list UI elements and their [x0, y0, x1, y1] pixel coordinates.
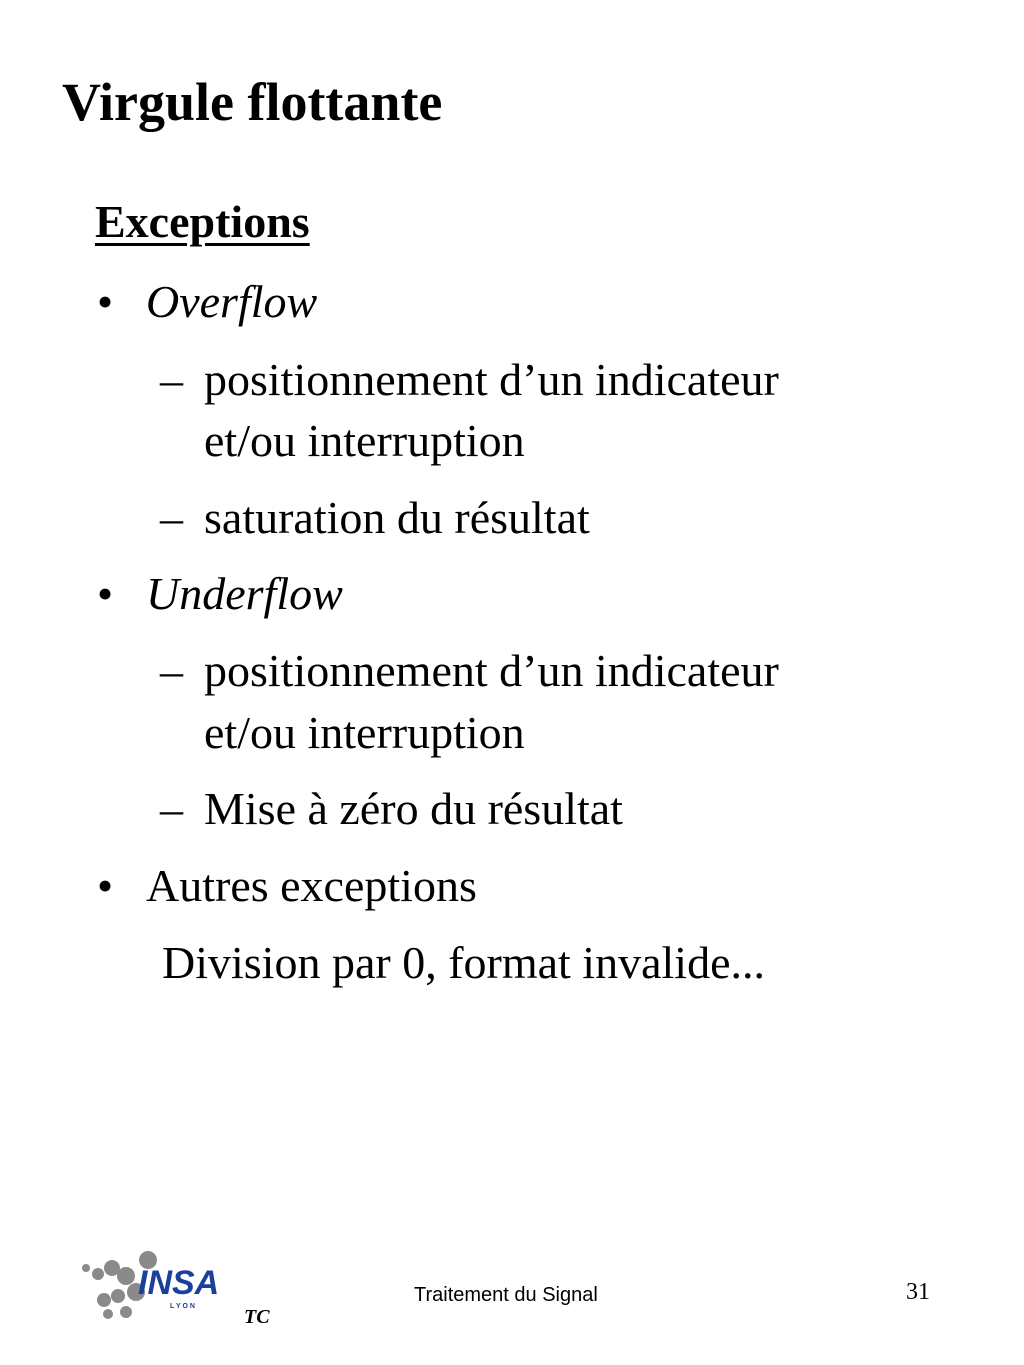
logo-tc-label: TC: [244, 1306, 270, 1328]
logo-insa-text: INSA: [138, 1264, 220, 1302]
dash-glyph: –: [160, 492, 183, 543]
bullet-glyph: •: [97, 568, 114, 619]
bullet-glyph: •: [97, 860, 114, 911]
bullet-overflow: Overflow: [146, 276, 318, 327]
overflow-sub-1-line-2: et/ou interruption: [204, 415, 525, 466]
dash-glyph: –: [160, 354, 183, 405]
bullet-glyph: •: [97, 276, 114, 327]
bullet-underflow: Underflow: [146, 568, 343, 619]
footer-title: Traitement du Signal: [414, 1284, 598, 1306]
underflow-sub-2: Mise à zéro du résultat: [204, 783, 623, 834]
section-heading: Exceptions: [95, 196, 310, 247]
page-number: 31: [906, 1279, 930, 1305]
insa-logo: [78, 1248, 238, 1324]
underflow-sub-1-line-1: positionnement d’un indicateur: [204, 645, 779, 696]
other-exceptions-detail: Division par 0, format invalide...: [162, 937, 765, 988]
logo-lyon-text: L Y O N: [170, 1303, 195, 1310]
dash-glyph: –: [160, 645, 183, 696]
bullet-other-exceptions: Autres exceptions: [146, 860, 477, 911]
underflow-sub-1-line-2: et/ou interruption: [204, 707, 525, 758]
overflow-sub-1-line-1: positionnement d’un indicateur: [204, 354, 779, 405]
slide-title: Virgule flottante: [62, 72, 443, 132]
overflow-sub-2: saturation du résultat: [204, 492, 590, 543]
dash-glyph: –: [160, 783, 183, 834]
